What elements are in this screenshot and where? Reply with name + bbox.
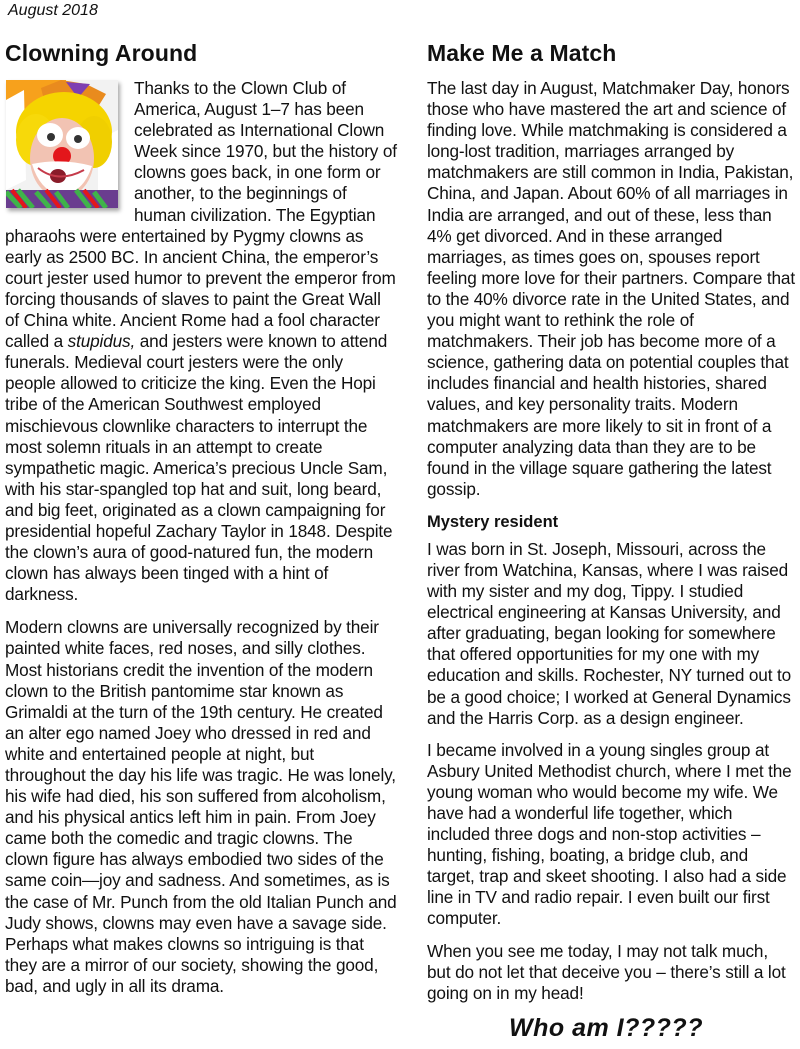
who-am-i-closing: Who am I?????	[509, 1013, 703, 1042]
make-me-a-match-article	[427, 38, 795, 1043]
clown-photo-icon	[6, 80, 118, 208]
clowning-around-article	[5, 38, 397, 997]
paragraph-text: Thanks to the Clown Club of America, August 1–7 has been celebrated as International Clown Week since 1970, but the history of clowns goes back, in one form or another, to the beginnings of human civilization. The Egyptian pharaohs were entertained by Pygmy clowns as early as 2500 BC. In ancient China, the emperor’s court jester used humor to prevent the emperor from forcing thousands of slaves to paint the Great Wall of China white. Ancient Rome had a fool character called a	[5, 78, 397, 352]
mystery-paragraph: I became involved in a young singles group at Asbury United Methodist church, where I met the young woman who would become my wife. We have had a wonderful life together, which included three dogs and non-stop activities – hunting, fishing, boating, a bridge club, and target, trap and skeet shooting. I also had a side line in TV and radio repair. I even built our first computer.	[427, 739, 792, 929]
mystery-paragraph: I was born in St. Joseph, Missouri, across the river from Watchina, Kansas, where I was raised with my sister and my dog, Tippy. I studied electrical engineering at Kansas University, and after graduating, began looking for somewhere that offered opportunities for my one with my education and skills. Rochester, NY turned out to be a good choice; I worked at General Dynamics and the Harris Corp. as a design engineer.	[427, 538, 791, 728]
issue-date: August 2018	[8, 2, 98, 19]
article-paragraph: Modern clowns are universally recognized by their painted white faces, red noses, and silly clothes. Most historians credit the invention of the modern clown to the British pantomime star known as Grimaldi at the turn of the 19th century. He created an alter ego named Joey who dressed in red and white and entertained people at night, but throughout the day his life was tragic. He was lonely, his wife had died, his son suffered from alcoholism, and his physical antics left him in pain. From Joey came both the comedic and tragic clowns. The clown figure has always embodied two sides of the same coin—joy and sadness. And sometimes, as is the case of Mr. Punch from the old Italian Punch and Judy shows, clowns may even have a savage side. Perhaps what makes clowns so intriguing is that they are a mirror of our society, showing the good, bad, and ugly in all its drama.	[5, 617, 397, 996]
mystery-resident-subheading: Mystery resident	[427, 512, 559, 531]
clown-photo	[6, 80, 118, 208]
article-paragraph: The last day in August, Matchmaker Day, honors those who have mastered the art and science of finding love. While matchmaking is considered a long-lost tradition, marriages arranged by matchmakers are still common in India, Pakistan, China, and Japan. About 60% of all marriages in India are arranged, and out of these, less than 4% get divorced. And in these arranged marriages, as times goes on, spouses report feeling more love for their partners. Compare that to the 40% divorce rate in the United States, and you might want to rethink the role of matchmakers. Their job has become more of a science, gathering data on potential couples that includes financial and health histories, shared values, and key personality traits. Modern matchmakers are more likely to sit in front of a computer analyzing data than they are to be found in the village square gathering the latest gossip.	[427, 78, 795, 499]
paragraph-text: and jesters were known to attend funerals. Medieval court jesters were the only people allowed to criticize the king. Even the Hopi tribe of the American Southwest employed mischievous clownlike characters to interrupt the most solemn rituals in an attempt to create sympathetic magic. America’s precious Uncle Sam, with his star-spangled top hat and suit, long beard, and big feet, originated as a clown campaigning for presidential hopeful Zachary Taylor in 1848. Despite the clown’s aura of good-natured fun, the modern clown has always been tinged with a hint of darkness.	[5, 331, 393, 605]
article-title: Make Me a Match	[427, 40, 617, 66]
mystery-paragraph: When you see me today, I may not talk much, but do not let that deceive you – there’s still a lot going on in my head!	[427, 940, 786, 1003]
article-paragraph	[5, 78, 397, 605]
italic-term: stupidus,	[67, 331, 136, 352]
article-title: Clowning Around	[5, 40, 198, 66]
